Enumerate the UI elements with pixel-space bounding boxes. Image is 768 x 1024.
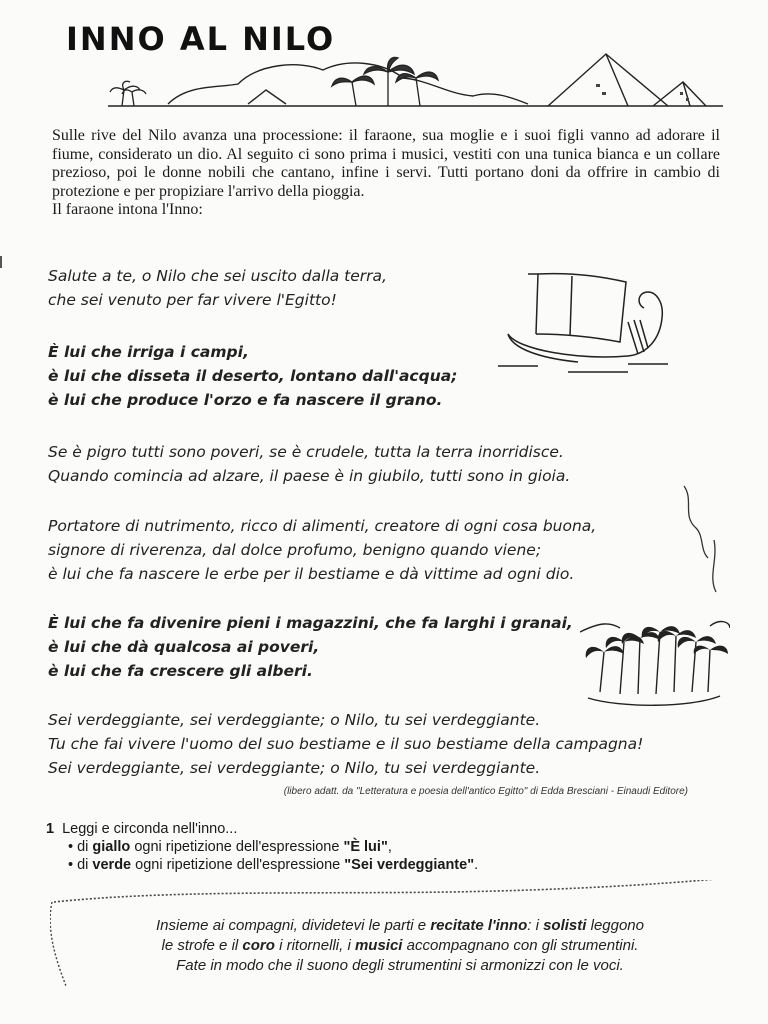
poem-line: signore di riverenza, dal dolce profumo, benigno quando viene; [48,541,542,559]
poem-line: Sei verdeggiante, sei verdeggiante; o Nilo, tu sei verdeggiante. [48,759,541,777]
poem-stanza-3 [48,440,570,488]
callout-line-3: Fate in modo che il suono degli strumentini si armonizzi con le voci. [176,957,624,974]
palm-tree-icon [110,81,146,106]
exercise-block [46,820,478,874]
color-word-green: verde [92,857,132,873]
margin-mark [0,256,2,268]
exercise-number: 1 [46,821,55,837]
callout-text-part: accompagnano con gli strumentini. [402,937,639,954]
poem-stanza-4 [48,514,596,586]
color-word-yellow: giallo [92,839,131,855]
recitation-callout [50,880,750,990]
exercise-instruction-row [46,820,478,838]
callout-emphasis: solisti [543,917,587,934]
nile-landscape-illustration [108,44,723,112]
callout-text-part: Insieme ai compagni, dividetevi le parti e [156,917,431,934]
poem-line: Portatore di nutrimento, ricco di alimenti, creatore di ogni cosa buona, [48,517,597,535]
exercise-instruction: Leggi e circonda nell'inno... [62,821,238,837]
poem-line: È lui che fa divenire pieni i magazzini, che fa larghi i granai, [48,614,573,632]
poem-stanza-2 [48,340,457,412]
poem-line: Quando comincia ad alzare, il paese è in giubilo, tutti sono in gioia. [48,467,571,485]
expression-e-lui: "È lui" [343,839,388,855]
poem-line: che sei venuto per far vivere l'Egitto! [48,291,337,309]
callout-line-1 [50,916,750,936]
boat-icon [478,262,678,387]
source-citation: (libero adatt. da "Letteratura e poesia dell'antico Egitto" di Edda Bresciani - Einaudi Editore) [283,786,688,797]
exercise-item-1 [46,838,478,856]
exercise-item-2 [46,856,478,874]
exercise-text: . [474,857,479,873]
callout-emphasis: recitate l'inno [430,917,528,934]
callout-text [50,916,750,976]
poem-line: è lui che disseta il deserto, lontano dall'acqua; [48,367,458,385]
poem-line: Sei verdeggiante, sei verdeggiante; o Nilo, tu sei verdeggiante. [48,711,541,729]
poem-line: è lui che fa nascere le erbe per il bestiame e dà vittime ad ogni dio. [48,565,575,583]
intro-paragraph: Sulle rive del Nilo avanza una processione: il faraone, sua moglie e i suoi figli vanno ad adorare il fiume, considerato un dio. Al seguito ci sono prima i musici, vestiti con una tunica bianca e un collare prezioso, poi le donne nobili che cantano, infine i servi. Tutti portano doni da offrire in cambio di protezione e per propiziare l'arrivo della pioggia. [52,127,720,200]
exercise-text: ogni ripetizione dell'espressione [131,857,345,873]
poem-line: è lui che produce l'orzo e fa nascere il grano. [48,391,443,409]
callout-text-part: leggono [586,917,644,934]
poem-stanza-5 [48,611,573,683]
page-title: INNO AL NILO [66,20,336,58]
exercise-text: • di [68,857,93,873]
poem-line: Se è pigro tutti sono poveri, se è crudele, tutta la terra inorridisce. [48,443,564,461]
water-squiggle-decoration [674,480,734,600]
callout-text-part: i ritornelli, i [274,937,355,954]
exercise-text: • di [68,839,93,855]
callout-emphasis: coro [242,937,275,954]
poem-line: È lui che irriga i campi, [48,343,249,361]
pyramid-icon [596,84,689,101]
intro-text [52,127,720,220]
poem-line: Tu che fai vivere l'uomo del suo bestiame e il suo bestiame della campagna! [48,735,644,753]
poem-line: è lui che dà qualcosa ai poveri, [48,638,320,656]
exercise-text: ogni ripetizione dell'espressione [130,839,344,855]
poem-stanza-6 [48,708,643,780]
callout-text-part: le strofe e il [161,937,243,954]
callout-line-2 [50,936,750,956]
poem-line: Salute a te, o Nilo che sei uscito dalla terra, [48,267,387,285]
poem-line: è lui che fa crescere gli alberi. [48,662,313,680]
exercise-text: , [387,839,392,855]
palm-grove-icon [580,602,730,710]
callout-text-part: : i [527,917,544,934]
poem-stanza-1 [48,264,387,312]
intro-lead: Il faraone intona l'Inno: [52,201,203,218]
callout-emphasis: musici [354,937,403,954]
expression-sei-verdeggiante: "Sei verdeggiante" [344,857,475,873]
